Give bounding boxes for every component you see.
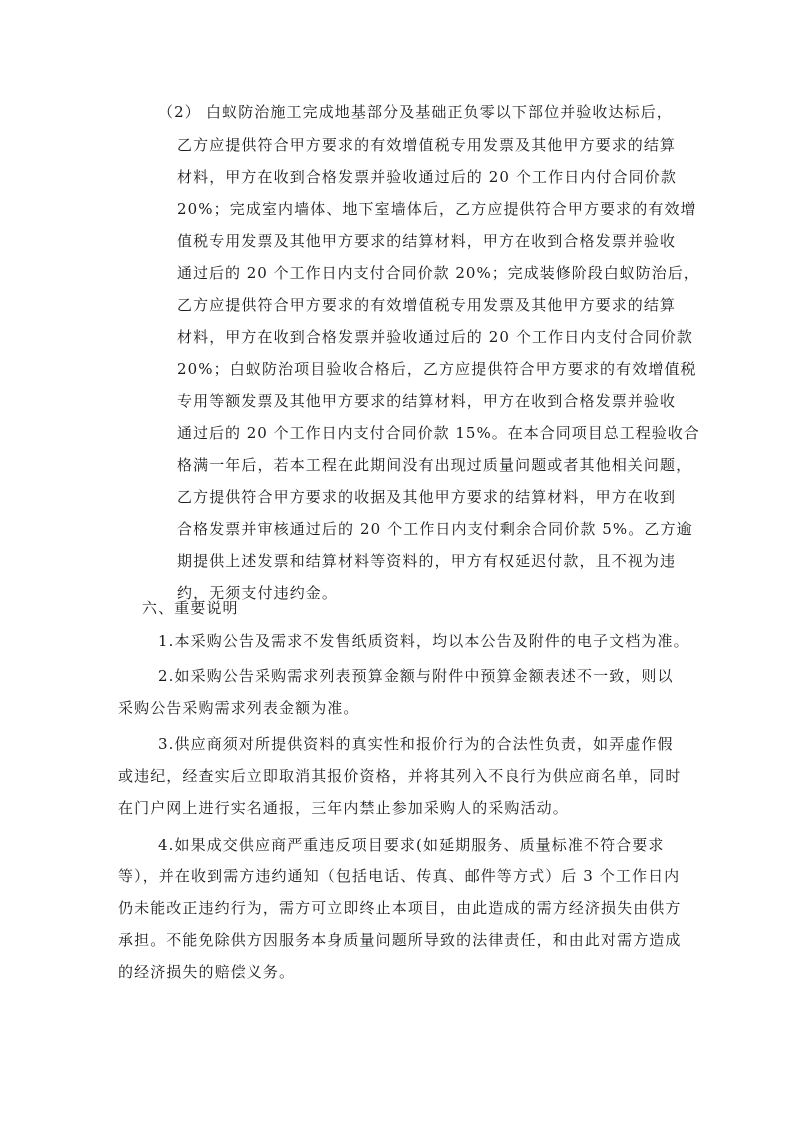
text-line: 材料，甲方在收到合格发票并验收通过后的 20 个工作日内支付合同价款 [177, 328, 694, 346]
text-line: 1.本采购公告及需求不发售纸质资料，均以本公告及附件的电子文档为准。 [158, 632, 690, 650]
text-line: 期提供上述发票和结算材料等资料的，甲方有权延迟付款，且不视为违 [177, 552, 677, 570]
text-line: 通过后的 20 个工作日内支付合同价款 15%。在本合同项目总工程验收合 [177, 424, 700, 442]
text-line: 等），并在收到需方违约通知（包括电话、传真、邮件等方式）后 3 个工作日内 [118, 867, 681, 885]
text-line: 值税专用发票及其他甲方要求的结算材料，甲方在收到合格发票并验收 [177, 232, 677, 250]
text-line: 20%；白蚁防治项目验收合格后，乙方应提供符合甲方要求的有效增值税 [177, 360, 697, 378]
text-line: 合格发票并审核通过后的 20 个工作日内支付剩余合同价款 5%。乙方逾 [177, 520, 693, 538]
text-line: （2） 白蚁防治施工完成地基部分及基础正负零以下部位并验收达标后， [158, 103, 673, 121]
text-line: 乙方应提供符合甲方要求的有效增值税专用发票及其他甲方要求的结算 [177, 296, 677, 314]
text-line: 采购公告采购需求列表金额为准。 [118, 699, 360, 717]
item-number: （2） [158, 103, 201, 121]
text-line: 仍未能改正违约行为，需方可立即终止本项目，由此造成的需方经济损失由供方 [118, 899, 682, 917]
text-line: 材料，甲方在收到合格发票并验收通过后的 20 个工作日内付合同价款 [177, 168, 677, 186]
text-line: 格满一年后，若本工程在此期间没有出现过质量问题或者其他相关问题， [177, 456, 693, 474]
text-line: 20%；完成室内墙体、地下室墙体后，乙方应提供符合甲方要求的有效增 [177, 200, 697, 218]
section-heading: 六、重要说明 [142, 599, 239, 617]
text-line: 承担。不能免除供方因服务本身质量问题所导致的法律责任，和由此对需方造成 [118, 931, 682, 949]
text-line: 通过后的 20 个工作日内支付合同价款 20%；完成装修阶段白蚁防治后， [177, 264, 700, 282]
text-line: 或违纪，经查实后立即取消其报价资格，并将其列入不良行为供应商名单，同时 [118, 767, 682, 785]
text-line: 4.如果成交供应商严重违反项目要求(如延期服务、质量标准不符合要求 [158, 836, 665, 854]
text-line: 约，无须支付违约金。 [177, 584, 339, 602]
text-line: 3.供应商须对所提供资料的真实性和报价行为的合法性负责，如弄虚作假 [158, 735, 674, 753]
text-line: 的经济损失的赔偿义务。 [118, 963, 296, 981]
text-line: 在门户网上进行实名通报，三年内禁止参加采购人的采购活动。 [118, 799, 569, 817]
text-line: 乙方应提供符合甲方要求的有效增值税专用发票及其他甲方要求的结算 [177, 136, 677, 154]
text-line: 2.如采购公告采购需求列表预算金额与附件中预算金额表述不一致，则以 [158, 667, 674, 685]
text-line: 专用等额发票及其他甲方要求的结算材料，甲方在收到合格发票并验收 [177, 392, 677, 410]
text-line: 乙方提供符合甲方要求的收据及其他甲方要求的结算材料，甲方在收到 [177, 488, 677, 506]
